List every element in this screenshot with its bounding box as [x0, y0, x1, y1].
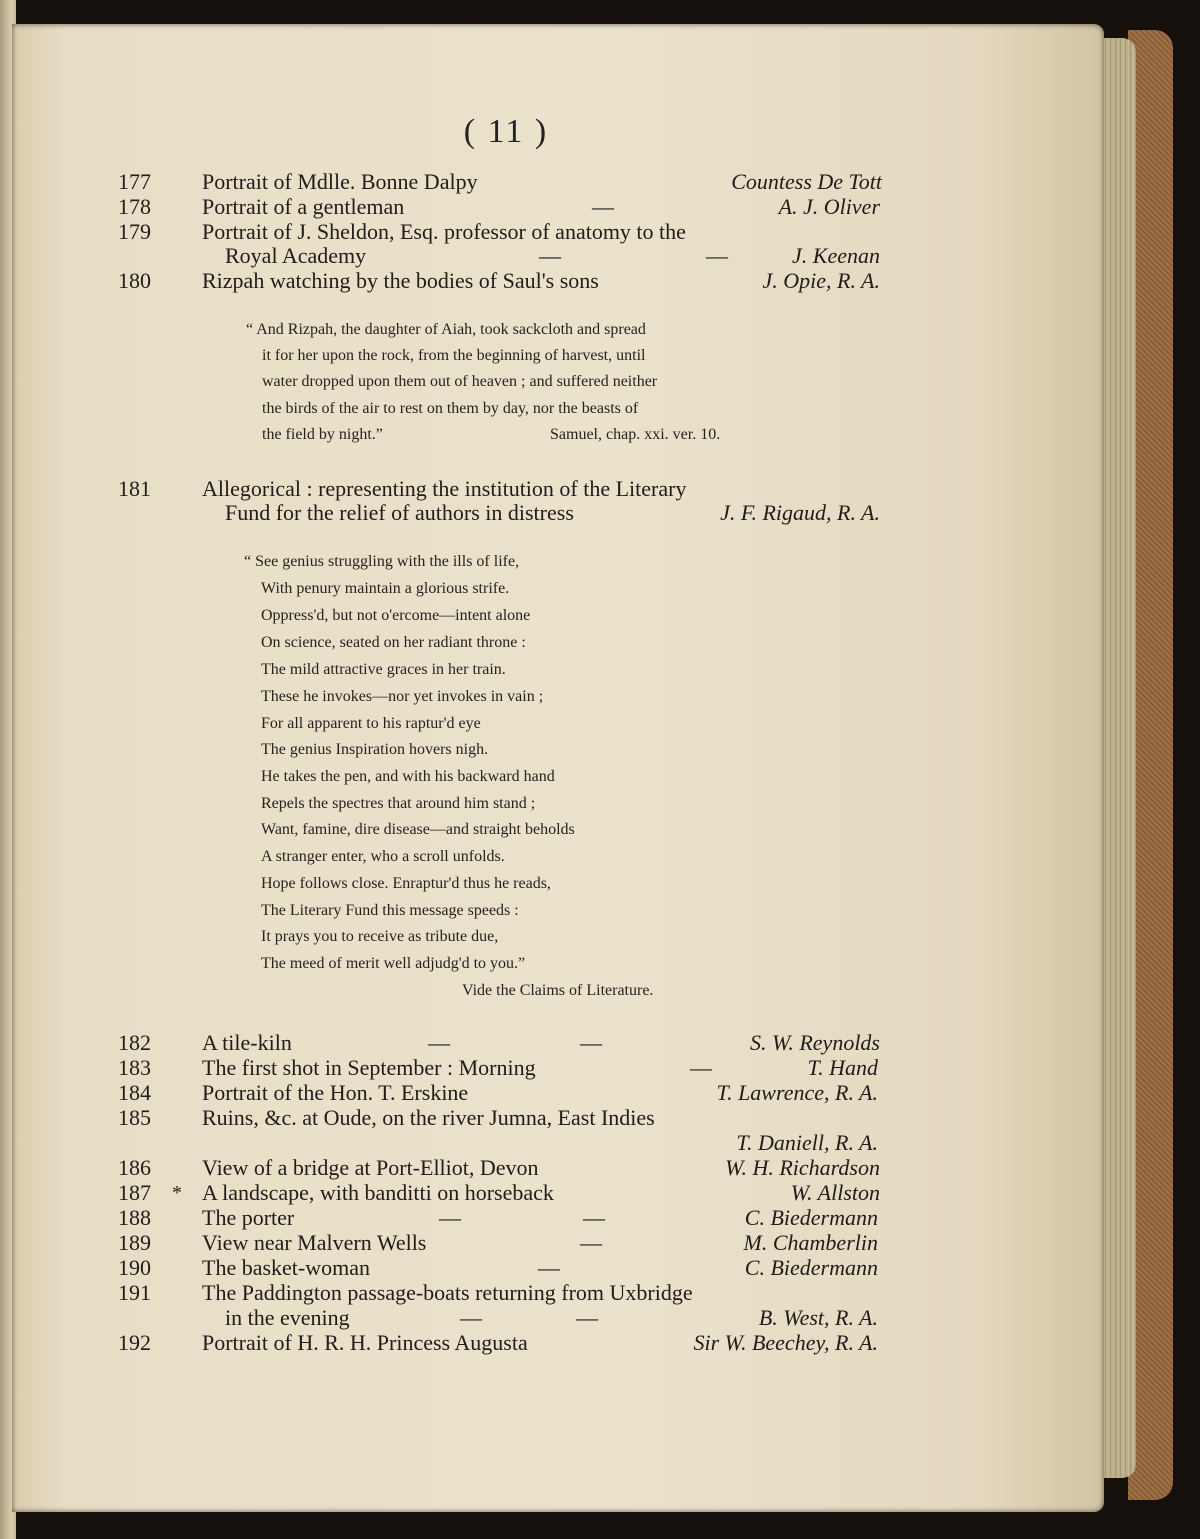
entry-title: Portrait of a gentleman — [202, 194, 405, 219]
catalogue-entry — [0, 1055, 1200, 1081]
catalogue-entry — [0, 1205, 1200, 1231]
entry-title: Portrait of J. Sheldon, Esq. professor of anatomy to the — [202, 219, 686, 244]
catalogue-entry — [0, 1255, 1200, 1281]
catalogue-entry — [0, 1130, 1200, 1156]
entry-dash: — — [583, 1205, 605, 1230]
entry-number: 191 — [118, 1280, 151, 1305]
poem-line: For all apparent to his raptur'd eye — [261, 715, 481, 732]
quote-line: the field by night.” — [262, 426, 383, 443]
poem-line: Hope follows close. Enraptur'd thus he reads, — [261, 875, 551, 892]
entry-artist: T. Hand — [807, 1055, 878, 1080]
quote-line: the birds of the air to rest on them by day, nor the beasts of — [262, 400, 639, 417]
entry-number: 185 — [118, 1105, 151, 1130]
entry-title: in the evening — [225, 1305, 350, 1330]
catalogue-entry — [0, 1230, 1200, 1256]
asterisk-mark: * — [172, 1182, 182, 1204]
page-number: ( 11 ) — [463, 113, 549, 150]
catalogue-entry — [0, 1180, 1200, 1206]
entry-artist: A. J. Oliver — [778, 194, 880, 219]
entry-title: The first shot in September : Morning — [202, 1055, 536, 1080]
entry-artist: B. West, R. A. — [758, 1305, 878, 1330]
poem-line: The genius Inspiration hovers nigh. — [261, 741, 489, 758]
entry-number: 179 — [118, 219, 151, 244]
entry-title: Royal Academy — [225, 243, 367, 268]
poem-line: Oppress'd, but not o'ercome—intent alone — [261, 607, 531, 624]
catalogue-entry — [0, 194, 1200, 220]
entry-title: Portrait of the Hon. T. Erskine — [202, 1080, 469, 1105]
entry-number: 180 — [118, 268, 151, 293]
entry-artist: C. Biedermann — [744, 1255, 878, 1280]
quote-line: water dropped upon them out of heaven ; and suffered neither — [262, 373, 658, 390]
poem-line: “ See genius struggling with the ills of life, — [244, 553, 520, 570]
entry-artist: W. Allston — [790, 1180, 880, 1205]
quote-citation: Samuel, chap. xxi. ver. 10. — [550, 426, 721, 443]
entry-dash: — — [539, 243, 561, 268]
quote-line: it for her upon the rock, from the beginning of harvest, until — [262, 347, 646, 364]
entry-artist: T. Lawrence, R. A. — [716, 1080, 878, 1105]
entry-dash: — — [460, 1305, 482, 1330]
entry-number: 177 — [118, 169, 151, 194]
catalogue-entry — [0, 1030, 1200, 1056]
entry-artist: C. Biedermann — [744, 1205, 878, 1230]
entry-title: View of a bridge at Port-Elliot, Devon — [202, 1155, 539, 1180]
entry-title: A landscape, with banditti on horseback — [202, 1180, 554, 1205]
entry-title: View near Malvern Wells — [202, 1230, 427, 1255]
entry-dash: — — [690, 1055, 712, 1080]
quote-line: “ And Rizpah, the daughter of Aiah, took sackcloth and spread — [246, 321, 646, 338]
entry-dash: — — [706, 243, 728, 268]
entry-dash: — — [428, 1030, 450, 1055]
poem-line: The mild attractive graces in her train. — [261, 661, 506, 678]
entry-number: 186 — [118, 1155, 151, 1180]
poem-line: With penury maintain a glorious strife. — [261, 580, 510, 597]
entry-dash: — — [580, 1230, 602, 1255]
entry-title: Ruins, &c. at Oude, on the river Jumna, East Indies — [202, 1105, 655, 1130]
entry-title: A tile-kiln — [202, 1030, 292, 1055]
poem-citation: Vide the Claims of Literature. — [462, 982, 654, 999]
entry-artist: W. H. Richardson — [725, 1155, 880, 1180]
entry-title: The Paddington passage-boats returning from Uxbridge — [202, 1280, 693, 1305]
entry-artist: M. Chamberlin — [743, 1230, 878, 1255]
entry-artist: S. W. Reynolds — [750, 1030, 880, 1055]
poem-line: Want, famine, dire disease—and straight beholds — [261, 821, 575, 838]
entry-title: Portrait of H. R. H. Princess Augusta — [202, 1330, 528, 1355]
catalogue-entry — [0, 1305, 1200, 1331]
catalogue-entry — [0, 219, 1200, 245]
entry-title: The porter — [202, 1205, 295, 1230]
catalogue-entry — [0, 500, 1200, 526]
entry-dash: — — [580, 1030, 602, 1055]
catalogue-entry — [0, 1280, 1200, 1306]
catalogue-entry — [0, 476, 1200, 502]
entry-number: 182 — [118, 1030, 151, 1055]
entry-number: 184 — [118, 1080, 151, 1105]
poem-line: On science, seated on her radiant throne : — [261, 634, 526, 651]
poem-line: The Literary Fund this message speeds : — [261, 902, 519, 919]
entry-number: 187 — [118, 1180, 151, 1205]
poem-line: A stranger enter, who a scroll unfolds. — [261, 848, 505, 865]
catalogue-entry — [0, 1155, 1200, 1181]
poem-line: He takes the pen, and with his backward hand — [261, 768, 555, 785]
entry-number: 178 — [118, 194, 151, 219]
entry-number: 190 — [118, 1255, 151, 1280]
catalogue-entry — [0, 169, 1200, 195]
poem-line: Repels the spectres that around him stand ; — [261, 795, 536, 812]
entry-artist: J. Opie, R. A. — [762, 268, 880, 293]
catalogue-entry — [0, 243, 1200, 269]
entry-title: Allegorical : representing the institution of the Literary — [202, 476, 687, 501]
entry-artist: Sir W. Beechey, R. A. — [693, 1330, 878, 1355]
catalogue-entry — [0, 268, 1200, 294]
entry-artist: Countess De Tott — [731, 169, 882, 194]
entry-artist: T. Daniell, R. A. — [736, 1130, 878, 1155]
entry-dash: — — [576, 1305, 598, 1330]
poem-line: These he invokes—nor yet invokes in vain ; — [261, 688, 544, 705]
catalogue-entry — [0, 1105, 1200, 1131]
entry-artist: J. F. Rigaud, R. A. — [720, 500, 880, 525]
entry-title: The basket-woman — [202, 1255, 370, 1280]
entry-dash: — — [592, 194, 614, 219]
entry-artist: J. Keenan — [792, 243, 880, 268]
entry-number: 189 — [118, 1230, 151, 1255]
entry-number: 192 — [118, 1330, 151, 1355]
poem-line: It prays you to receive as tribute due, — [261, 928, 499, 945]
entry-title: Portrait of Mdlle. Bonne Dalpy — [202, 169, 478, 194]
entry-title: Rizpah watching by the bodies of Saul's sons — [202, 268, 599, 293]
entry-number: 188 — [118, 1205, 151, 1230]
entry-dash: — — [439, 1205, 461, 1230]
poem-line: The meed of merit well adjudg'd to you.” — [261, 955, 526, 972]
entry-dash: — — [538, 1255, 560, 1280]
entry-number: 183 — [118, 1055, 151, 1080]
catalogue-entry — [0, 1330, 1200, 1356]
entry-number: 181 — [118, 476, 151, 501]
catalogue-entry — [0, 1080, 1200, 1106]
entry-title: Fund for the relief of authors in distress — [225, 500, 574, 525]
